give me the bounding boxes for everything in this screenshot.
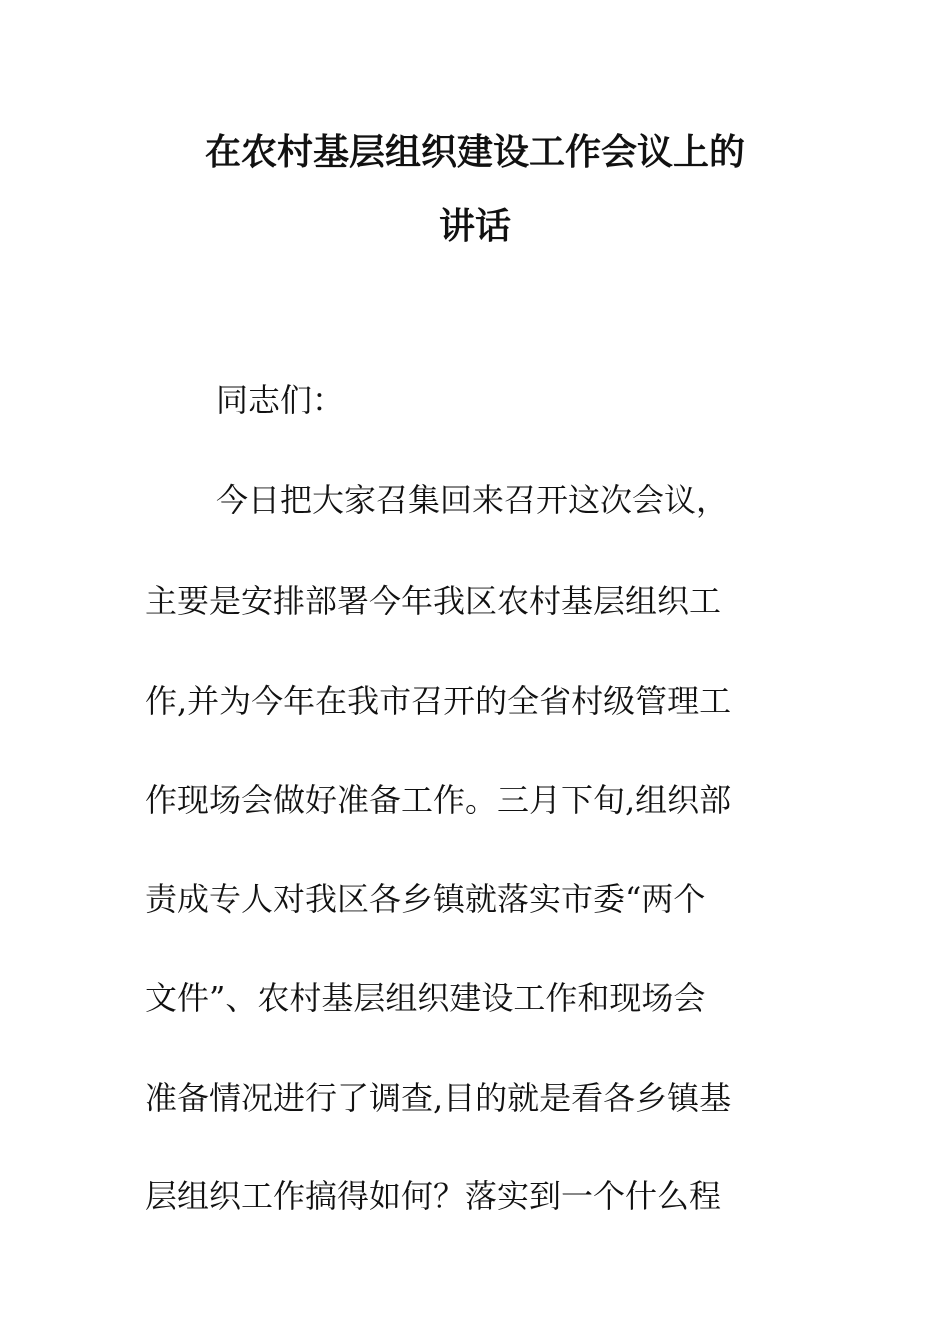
body-line-7: 准备情况进行了调查,目的就是看各乡镇基 <box>145 1079 732 1117</box>
body-line-5: 责成专人对我区各乡镇就落实市委“两个 <box>145 880 706 918</box>
body-line-1: 今日把大家召集回来召开这次会议， <box>216 481 729 519</box>
body-line-2: 主要是安排部署今年我区农村基层组织工 <box>145 582 722 620</box>
title-line-2: 讲话 <box>438 206 511 247</box>
body-line-6: 文件”、农村基层组织建设工作和现场会 <box>145 979 706 1017</box>
body-line-4: 作现场会做好准备工作。三月下旬,组织部 <box>145 781 732 819</box>
title-line-1: 在农村基层组织建设工作会议上的 <box>204 132 745 173</box>
salutation: 同志们： <box>216 381 345 419</box>
body-line-8: 层组织工作搞得如何？落实到一个什么程 <box>145 1177 722 1215</box>
body-line-3: 作,并为今年在我市召开的全省村级管理工 <box>145 682 732 720</box>
